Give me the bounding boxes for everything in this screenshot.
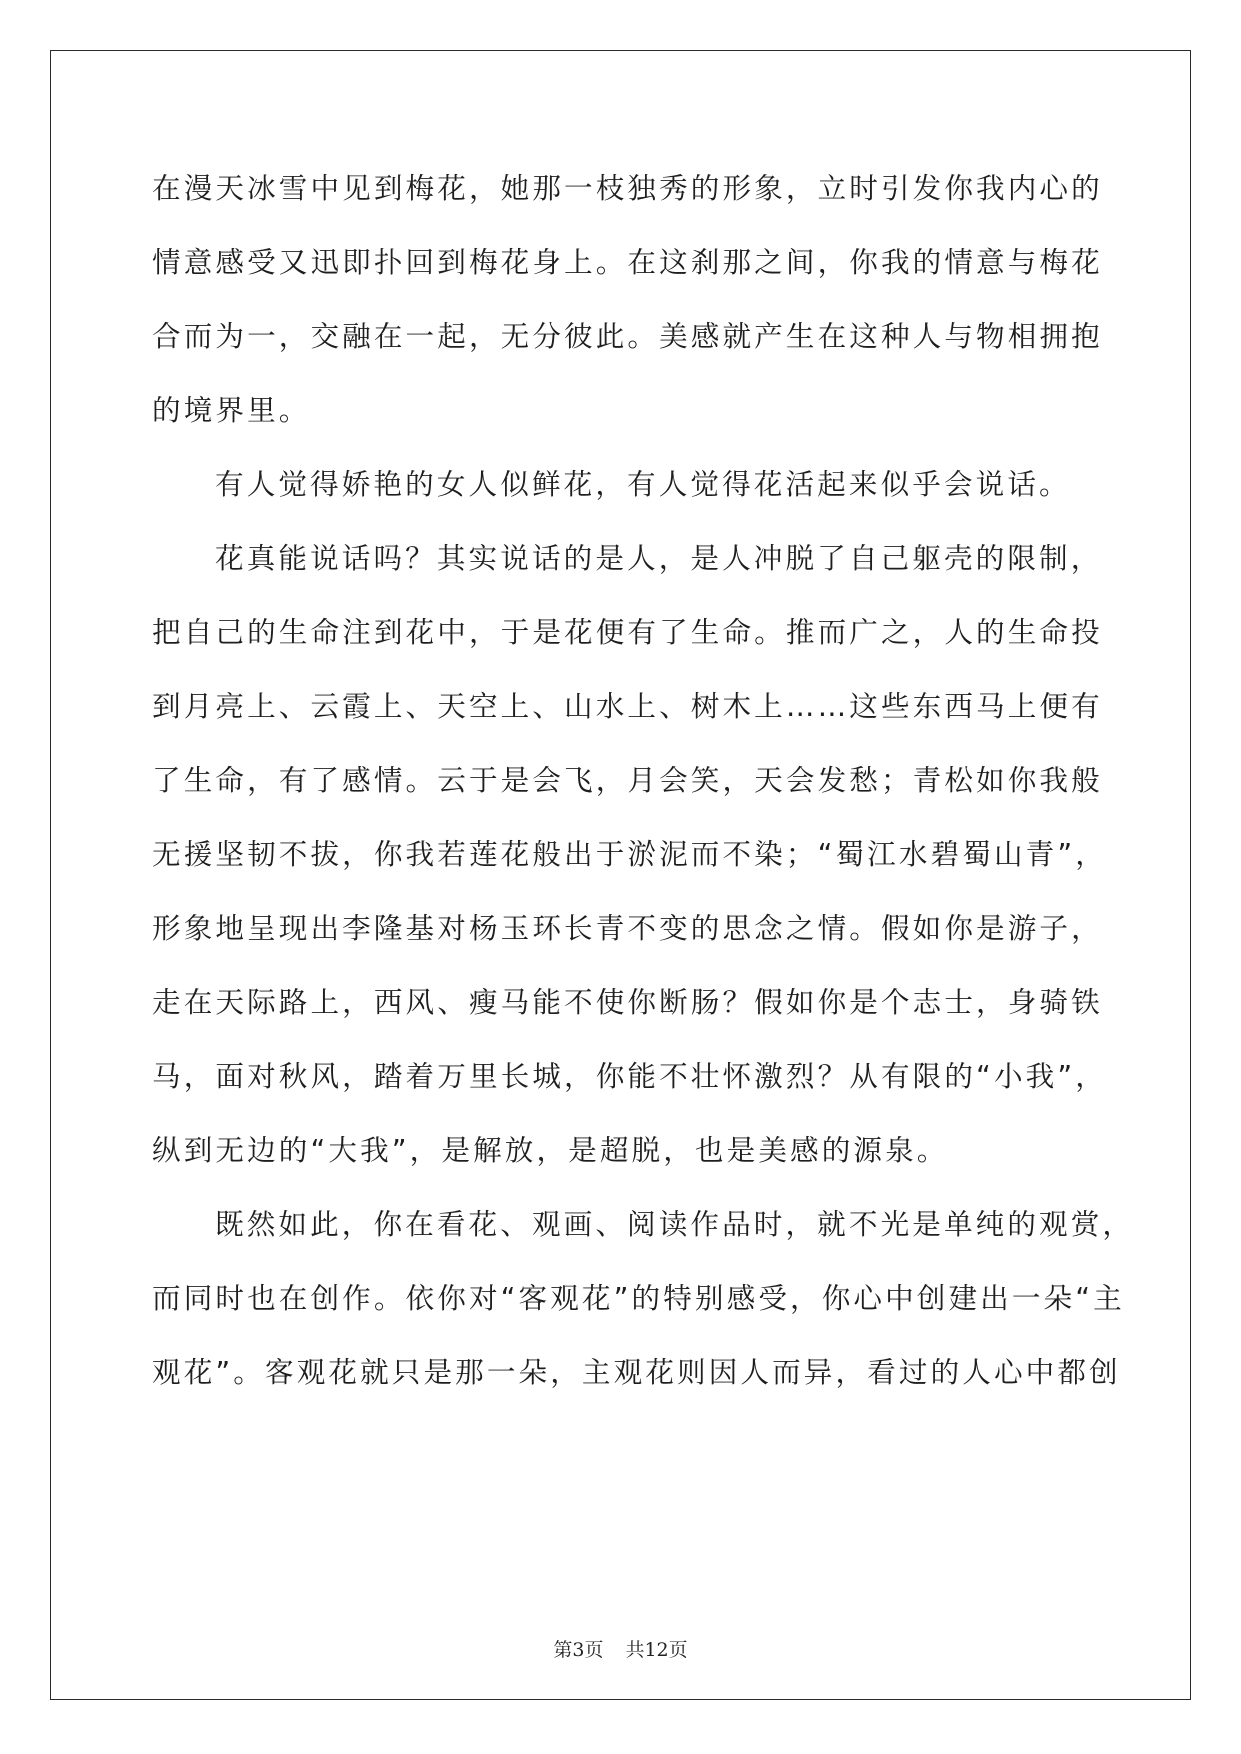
text-line: 而同时也在创作。依你对“客观花”的特别感受，你心中创建出一朵“主 (152, 1281, 1125, 1315)
paragraph-start-line: 既然如此，你在看花、观画、阅读作品时，就不光是单纯的观赏， (215, 1207, 1135, 1241)
text-line: 了生命，有了感情。云于是会飞，月会笑，天会发愁；青松如你我般 (152, 763, 1103, 797)
text-line: 的境界里。 (152, 393, 311, 427)
page-footer (0, 1638, 1241, 1662)
paragraph-start-line: 有人觉得娇艳的女人似鲜花，有人觉得花活起来似乎会说话。 (215, 467, 1071, 501)
text-line: 把自己的生命注到花中，于是花便有了生命。推而广之，人的生命投 (152, 615, 1103, 649)
text-line: 纵到无边的“大我”，是解放，是超脱，也是美感的源泉。 (152, 1133, 949, 1167)
text-line: 无援坚韧不拔，你我若莲花般出于淤泥而不染；“蜀江水碧蜀山青”， (152, 837, 1107, 871)
text-line: 在漫天冰雪中见到梅花，她那一枝独秀的形象，立时引发你我内心的 (152, 171, 1103, 205)
page-total: 共12页 (625, 1639, 688, 1661)
text-line: 观花”。客观花就只是那一朵，主观花则因人而异，看过的人心中都创 (152, 1355, 1121, 1389)
text-line: 形象地呈现出李隆基对杨玉环长青不变的思念之情。假如你是游子， (152, 911, 1103, 945)
text-line: 走在天际路上，西风、瘦马能不使你断肠？假如你是个志士，身骑铁 (152, 985, 1103, 1019)
text-line: 情意感受又迅即扑回到梅花身上。在这刹那之间，你我的情意与梅花 (152, 245, 1103, 279)
paragraph-start-line: 花真能说话吗？其实说话的是人，是人冲脱了自己躯壳的限制， (215, 541, 1103, 575)
page-number: 第3页 (553, 1639, 604, 1661)
text-line: 马，面对秋风，踏着万里长城，你能不壮怀激烈？从有限的“小我”， (152, 1059, 1107, 1093)
text-line: 到月亮上、云霞上、天空上、山水上、树木上……这些东西马上便有 (152, 689, 1103, 723)
text-line: 合而为一，交融在一起，无分彼此。美感就产生在这种人与物相拥抱 (152, 319, 1103, 353)
